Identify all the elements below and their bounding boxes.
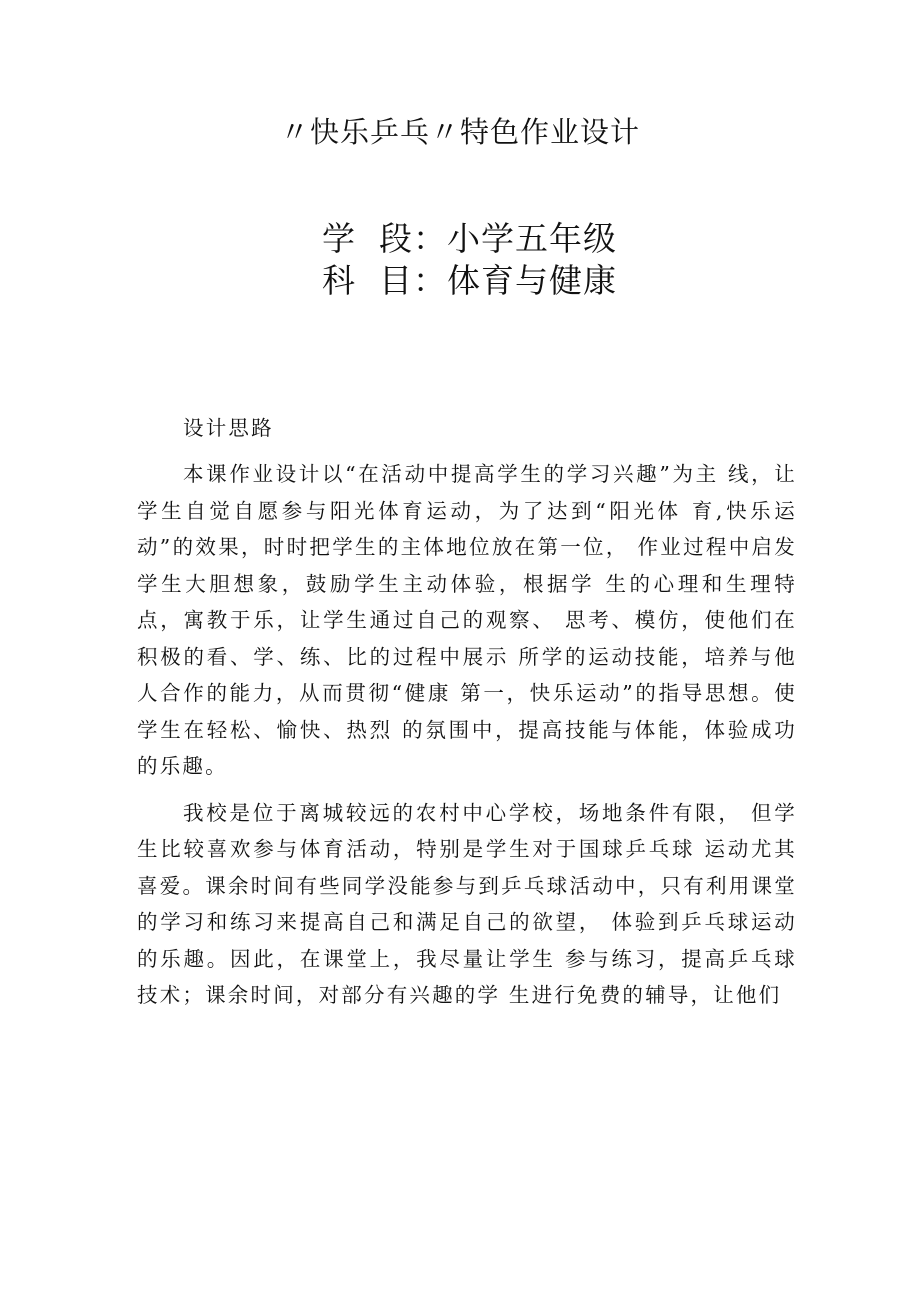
document-title: 〃快乐乒乓〃特色作业设计 bbox=[279, 115, 640, 149]
subject-line: 科 目：体育与健康 bbox=[322, 261, 617, 300]
grade-line: 学 段：小学五年级 bbox=[322, 219, 617, 258]
paragraph-2: 我校是位于离城较远的农村中心学校，场地条件有限， 但学生比较喜欢参与体育活动，特别是学生对于国球乒乓球 运动尤其喜爱。课余时间有些同学没能参与到乒乓球活动中，只有利用课堂的学习和练习来提高自己和满足自己的欲望， 体验到乒乓球运动的乐趣。因此，在课堂上，我尽量让学生 参与练习，提高乒乓球技术；课余时间，对部分有兴趣的学 生进行免费的辅导，让他们 bbox=[137, 800, 797, 1007]
document-meta bbox=[322, 218, 617, 302]
document-body bbox=[137, 410, 797, 1024]
paragraph-1: 本课作业设计以“在活动中提高学生的学习兴趣”为主 线，让学生自觉自愿参与阳光体育运动，为了达到“阳光体 育,快乐运动”的效果，时时把学生的主体地位放在第一位， 作业过程中启发学生大胆想象，鼓励学生主动体验，根据学 生的心理和生理特点，寓教于乐，让学生通过自己的观察、 思考、模仿，使他们在积极的看、学、练、比的过程中展示 所学的运动技能，培养与他人合作的能力，从而贯彻“健康 第一，快乐运动”的指导思想。使学生在轻松、愉快、热烈 的氛围中，提高技能与体能，体验成功的乐趣。 bbox=[137, 462, 797, 778]
section-heading: 设计思路 bbox=[183, 416, 274, 440]
